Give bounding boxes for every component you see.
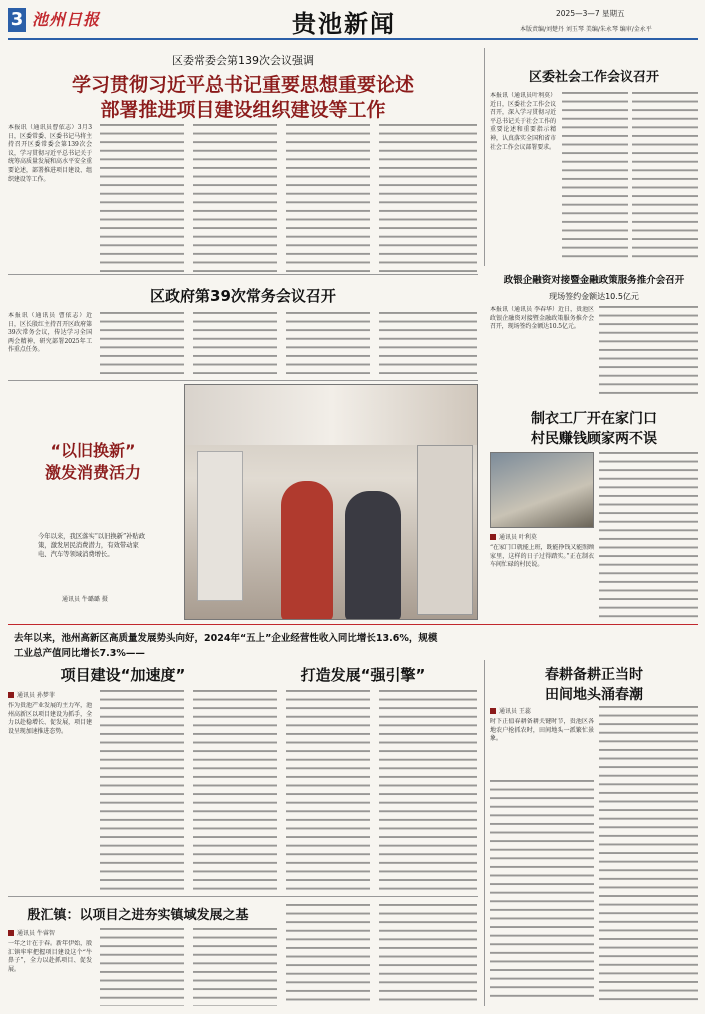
social-work-headline: 区委社会工作会议召开 <box>528 70 659 85</box>
photo-caption: 今年以来，我区落实“以旧换新”补贴政策，激发居民消费潜力，有效带动家电、汽车等领域消费增长。 <box>38 532 145 558</box>
factory-body: “在家门口就能上班，既能挣钱又能照顾家里，这样的日子过得踏实。”正在制衣车间忙碌的村民说。 <box>490 544 594 569</box>
photo-appliance <box>197 451 243 601</box>
social-work-text-columns <box>562 92 628 260</box>
masthead-rule <box>8 38 698 40</box>
finance-body: 本报讯（通讯员 李春华）近日，贵池区政银企融资对接暨金融政策服务推介会召开，现场签约金额达10.5亿元。 <box>490 306 594 331</box>
finance-subhead: 现场签约金额达10.5亿元 <box>549 292 639 301</box>
gov-meeting-text-columns <box>379 312 477 374</box>
town-byline <box>8 928 55 937</box>
photo-story-block <box>8 384 478 620</box>
project-text-columns <box>193 690 277 892</box>
project-text-columns <box>379 690 477 892</box>
finance-headline: 政银企融资对接暨金融政策服务推介会召开 <box>503 275 685 286</box>
gov-meeting-text-columns <box>100 312 184 374</box>
lead-text-columns <box>193 124 277 274</box>
spring-text-columns <box>599 706 698 1002</box>
finance-text-columns <box>599 306 698 398</box>
photo-story-title-2: 激发消费活力 <box>44 463 141 482</box>
spring-headline-2: 田间地头涌春潮 <box>545 687 643 703</box>
project-headline-2: 打造发展“强引擎” <box>300 666 426 684</box>
vertical-divider <box>484 660 485 1006</box>
horizontal-divider <box>8 380 478 381</box>
lead-text-columns <box>286 124 370 274</box>
banner-line-2: 工业总产值同比增长7.3%—— <box>14 648 145 659</box>
photo-sales-clerk <box>281 481 333 620</box>
horizontal-divider <box>8 274 478 275</box>
gov-meeting-text-columns <box>286 312 370 374</box>
project-text-columns <box>100 690 184 892</box>
spring-body: 时下正值春耕备耕关键时节，贵池区各地农户抢抓农时，田间地头一派繁忙景象。 <box>490 718 594 743</box>
vertical-divider <box>484 48 485 266</box>
factory-text-columns <box>599 452 698 622</box>
spring-byline <box>490 706 531 715</box>
spring-headline-1: 春耕备耕正当时 <box>545 667 643 683</box>
lead-headline-1: 学习贯彻习近平总书记重要思想重要论述 <box>71 74 414 96</box>
banner-rule <box>8 624 698 625</box>
factory-headline-1: 制衣工厂开在家门口 <box>531 411 657 427</box>
photo-credit: 通讯员 牛璐璐 摄 <box>62 596 108 603</box>
project-headline-1: 项目建设“加速度” <box>60 666 186 684</box>
project-byline <box>8 690 55 699</box>
project-byline-text: 通讯员 孙梦菲 <box>17 692 55 699</box>
town-text-columns <box>193 928 277 1006</box>
factory-headline-2: 村民赚钱顾家两不误 <box>531 431 657 447</box>
banner-line-1: 去年以来，池州高新区高质量发展势头向好，2024年“五上”企业经营性收入同比增长13.6%，规模 <box>14 633 438 644</box>
lead-kicker: 区委常委会第139次会议强调 <box>172 54 314 67</box>
town-text-columns <box>379 904 477 1006</box>
editors-line: 本版责编/刘楚丹 刘玉琴 美编/朱永琴 编审/金永平 <box>520 26 652 33</box>
social-work-body: 本报讯（通讯员叶利莫）近日，区委社会工作会议召开，深入学习贯彻习近平总书记关于社会工作的重要论述和重要指示精神，认真落实全国和省市社会工作会议部署要求。 <box>490 92 556 151</box>
town-body: 一年之计在于春。新年伊始，殷汇镇牢牢把握项目建设这个“牛鼻子”，全力以赴抓项目、促发展。 <box>8 940 92 973</box>
factory-byline <box>490 532 537 541</box>
photo-appliance <box>417 445 473 615</box>
factory-byline-text: 通讯员 叶利莫 <box>499 534 537 541</box>
project-text-columns <box>286 690 370 892</box>
town-headline: 殷汇镇：以项目之进夯实镇域发展之基 <box>27 908 249 923</box>
photo-store-scene <box>184 384 478 620</box>
photo-sewing-workshop <box>490 452 594 528</box>
town-byline-text: 通讯员 牛睿智 <box>17 930 55 937</box>
project-body: 作为贵池产业发展的主力军，池州高新区以项目建设为抓手，全力以赴稳增长、促发展，项目建设呈现加速推进态势。 <box>8 702 92 735</box>
town-text-columns <box>100 928 184 1006</box>
photo-shelf <box>185 385 478 445</box>
lead-body: 本报讯（通讯员曹依志）3月3日，区委常委、区委书记马将主持召开区委常委会第139次会议，学习贯彻习近平总书记关于统筹高质量发展和高水平安全重要论述，部署推进项目建设、组织建设等工作。 <box>8 124 92 183</box>
spring-text-columns <box>490 780 594 1002</box>
lead-text-columns <box>379 124 477 274</box>
horizontal-divider <box>8 896 478 897</box>
gov-meeting-headline: 区政府第39次常务会议召开 <box>150 287 336 305</box>
paper-logo: 池州日报 <box>32 10 101 29</box>
town-text-columns <box>286 904 370 1006</box>
lead-headline-2: 部署推进项目建设组织建设等工作 <box>100 99 386 121</box>
photo-customer <box>345 491 401 620</box>
issue-date: 2025—3—7 星期五 <box>556 9 625 18</box>
gov-meeting-text-columns <box>193 312 277 374</box>
section-title: 贵池新闻 <box>292 10 396 38</box>
lead-text-columns <box>100 124 184 274</box>
gov-meeting-body: 本报讯（通讯员 曹依志）近日，区长殷红主持召开区政府第39次常务会议，传达学习全国两会精神，研究部署2025年工作重点任务。 <box>8 312 92 354</box>
spring-byline-text: 通讯员 王蕊 <box>499 708 531 715</box>
social-work-text-columns <box>632 92 698 260</box>
photo-story-title-1: “以旧换新” <box>50 441 136 460</box>
page-number-badge: 3 <box>8 8 26 32</box>
